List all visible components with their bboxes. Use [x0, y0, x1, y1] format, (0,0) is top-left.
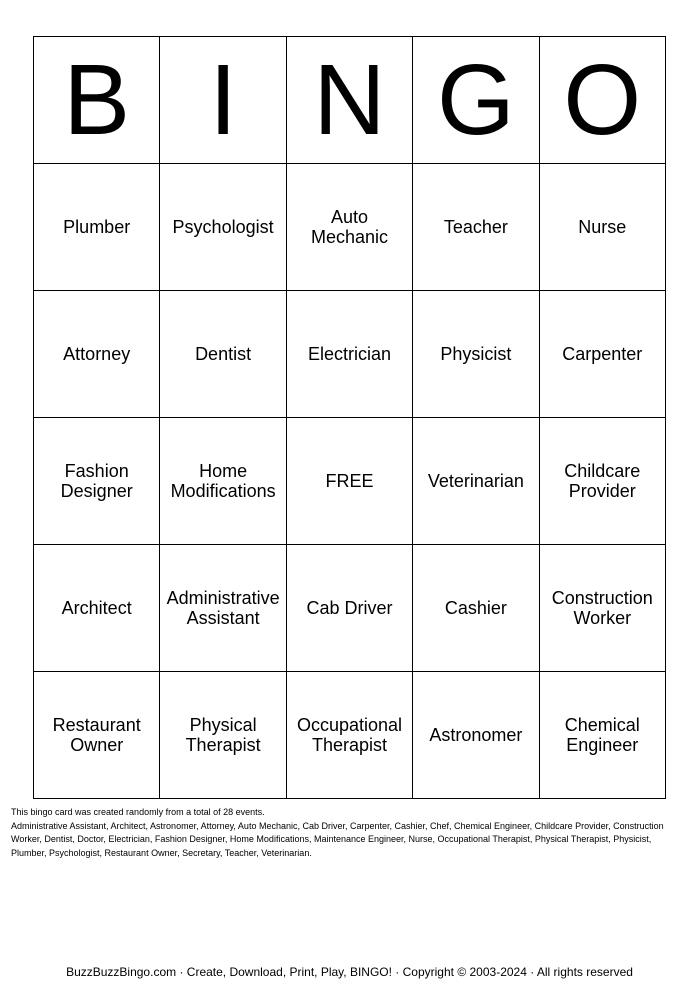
card-row: [34, 418, 666, 545]
header-letter-i: I: [160, 37, 286, 164]
header-letter-n: N: [286, 37, 412, 164]
card-cell: Teacher: [413, 164, 539, 291]
header-letter-g: G: [413, 37, 539, 164]
card-cell: Dentist: [160, 291, 286, 418]
card-cell: Physicist: [413, 291, 539, 418]
card-cell: Occupational Therapist: [286, 672, 412, 799]
note-intro: This bingo card was created randomly from a total of 28 events.: [11, 807, 265, 817]
free-space-cell: FREE: [286, 418, 412, 545]
card-row: [34, 672, 666, 799]
card-cell: Cab Driver: [286, 545, 412, 672]
card-cell: Nurse: [539, 164, 665, 291]
card-cell: Architect: [34, 545, 160, 672]
card-cell: Chemical Engineer: [539, 672, 665, 799]
card-cell: Cashier: [413, 545, 539, 672]
card-cell: Astronomer: [413, 672, 539, 799]
header-letter-b: B: [34, 37, 160, 164]
card-cell: Administrative Assistant: [160, 545, 286, 672]
card-cell: Home Modifications: [160, 418, 286, 545]
card-row: [34, 545, 666, 672]
card-row: [34, 164, 666, 291]
header-row: [34, 37, 666, 164]
note-event-list: Administrative Assistant, Architect, Astronomer, Attorney, Auto Mechanic, Cab Driver, Carpenter, Cashier, Chef, Chemical Engineer, Childcare Provider, Construction Worker, Dentist, Doctor, Electrician, Fashion Designer, Home Modifications, Maintenance Engineer, Nurse, Occupational Therapist, Physical Therapist, Physicist, Plumber, Psychologist, Restaurant Owner, Secretary, Teacher, Veterinarian.: [11, 820, 664, 858]
card-cell: Carpenter: [539, 291, 665, 418]
card-cell: Construction Worker: [539, 545, 665, 672]
card-row: [34, 291, 666, 418]
card-cell: Veterinarian: [413, 418, 539, 545]
card-cell: Plumber: [34, 164, 160, 291]
card-cell: Physical Therapist: [160, 672, 286, 799]
bingo-card: [33, 36, 666, 799]
card-cell: Psychologist: [160, 164, 286, 291]
card-cell: Childcare Provider: [539, 418, 665, 545]
card-cell: Restaurant Owner: [34, 672, 160, 799]
card-cell: Auto Mechanic: [286, 164, 412, 291]
card-cell: Attorney: [34, 291, 160, 418]
card-cell: Fashion Designer: [34, 418, 160, 545]
card-cell: Electrician: [286, 291, 412, 418]
header-letter-o: O: [539, 37, 665, 164]
site-footer: BuzzBuzzBingo.com · Create, Download, Print, Play, BINGO! · Copyright © 2003-2024 · All rights reserved: [66, 965, 633, 979]
card-note: [11, 806, 681, 860]
